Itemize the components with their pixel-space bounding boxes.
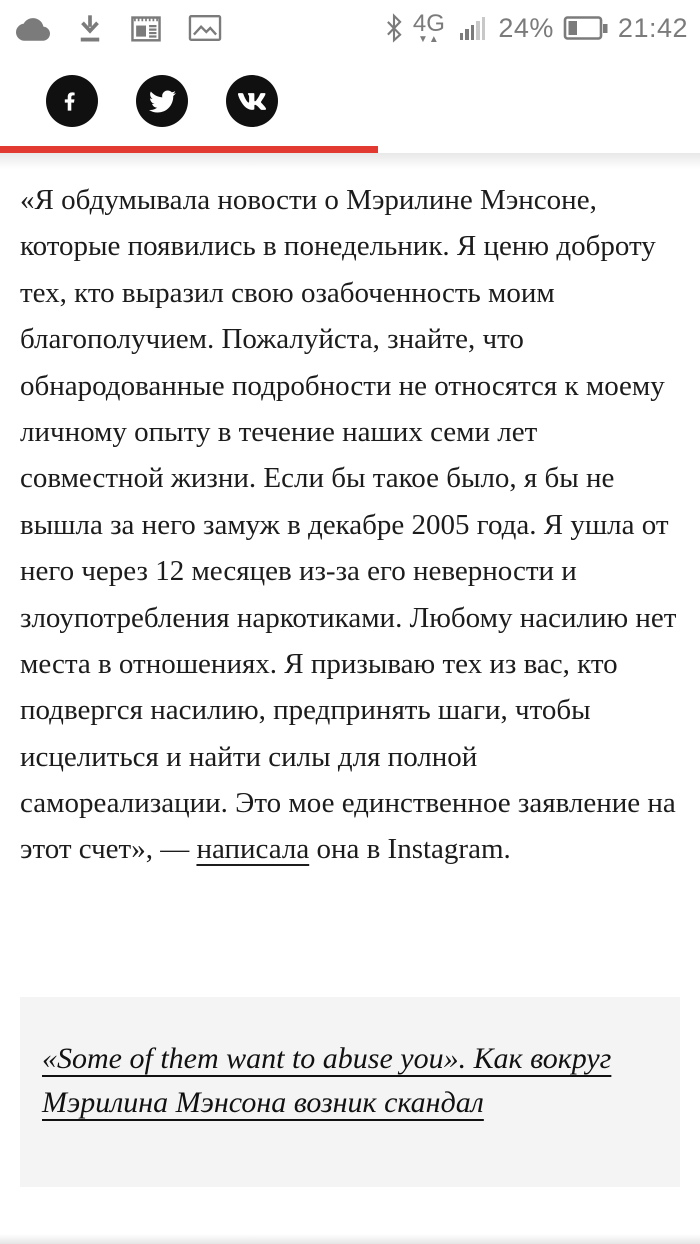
twitter-icon [149,88,176,115]
network-type-indicator [412,9,445,45]
vk-share-button[interactable] [226,75,278,127]
system-status-cluster [384,9,688,45]
network-activity-arrows-icon: ▼▲ [417,33,440,45]
napisala-link[interactable]: написала [196,833,310,866]
cloud-icon [16,15,50,41]
battery-icon [563,15,609,42]
network-type-label: 4G [412,9,445,37]
image-icon [188,14,222,42]
reading-progress-track [0,146,700,153]
related-article-link[interactable]: «Some of them want to abuse you». Как вокруг Мэрилина Мэнсона возник скандал [42,1041,612,1119]
article-quote-text: «Я обдумывала новости о Мэрилине Мэнсоне, которые появились в понедельник. Я ценю доброту тех, кто выразил свою озабоченность моим благополучием. Пожалуйста, знайте, что обнародованные подробности не относятся к моему личному опыту в течение наших семи лет совместной жизни. Если бы такое было, я бы не вышла за него замуж в декабре 2005 года. Я ушла от него через 12 месяцев из-за его неверности и злоупотребления наркотиками. Любому насилию нет места в отношениях. Я призываю тех из вас, кто подвергся насилию, предпринять шаги, чтобы исцелиться и найти силы для полной самореализации. Это мое единственное заявление на этот счет», — [20,184,677,866]
facebook-icon [64,87,80,116]
download-icon [76,13,104,43]
reading-progress-bar [0,146,378,153]
twitter-share-button[interactable] [136,75,188,127]
notification-icons [16,13,222,43]
battery-percent-label: 24% [498,12,554,43]
article-after-link-text: она в Instagram. [309,833,511,866]
article-body [0,169,700,873]
bluetooth-icon [384,13,404,43]
share-buttons-row [0,56,700,146]
facebook-share-button[interactable] [46,75,98,127]
clock-label: 21:42 [617,12,688,43]
vk-icon [237,88,267,115]
status-bar [0,0,700,56]
header-shadow [0,153,700,169]
bottom-edge-shade [0,1234,700,1244]
related-article-card[interactable] [20,997,680,1187]
news-icon [130,13,162,43]
signal-strength-icon [460,16,486,40]
